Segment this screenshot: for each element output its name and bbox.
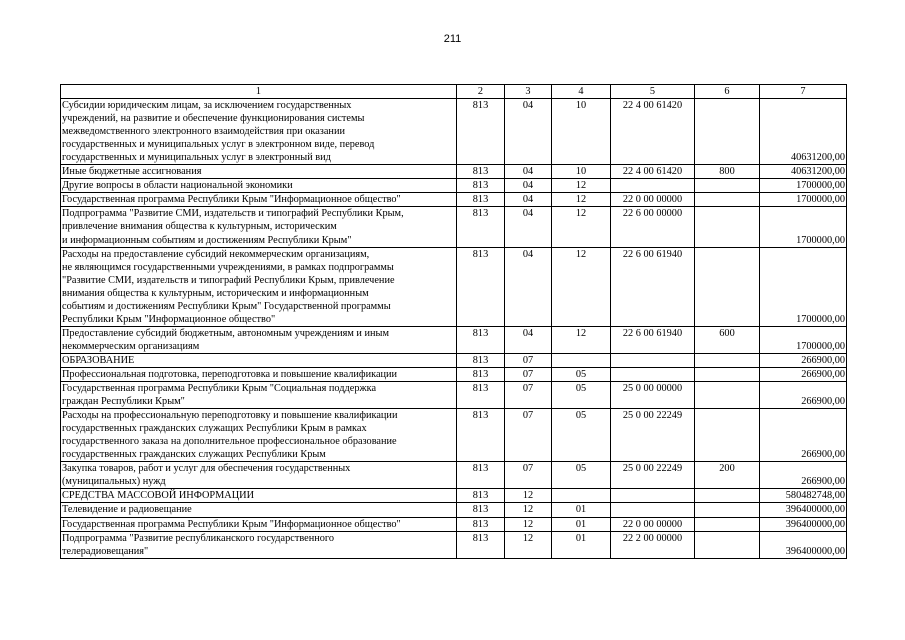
- cell-name: Государственная программа Республики Крым "Информационное общество": [61, 517, 457, 531]
- cell-subsection: 12: [552, 247, 611, 326]
- cell-section: 04: [505, 326, 552, 353]
- cell-target-article: 22 2 00 00000: [611, 531, 695, 558]
- table-row: [61, 531, 847, 558]
- cell-subsection: 01: [552, 517, 611, 531]
- table-row: [61, 489, 847, 503]
- header-col-1: 1: [61, 85, 457, 99]
- cell-amount: 266900,00: [760, 382, 847, 409]
- cell-amount: 396400000,00: [760, 517, 847, 531]
- table-row: [61, 207, 847, 247]
- cell-name: Подпрограмма "Развитие СМИ, издательств и типографий Республики Крым, привлечение внимания общества к культурным, историческим и информационным событиям и достижениям Республики Крым": [61, 207, 457, 247]
- cell-target-article: 22 4 00 61420: [611, 99, 695, 165]
- cell-code: 813: [457, 193, 505, 207]
- header-col-7: 7: [760, 85, 847, 99]
- cell-target-article: [611, 367, 695, 381]
- cell-code: 813: [457, 489, 505, 503]
- cell-code: 813: [457, 409, 505, 462]
- cell-code: 813: [457, 326, 505, 353]
- table-row: [61, 517, 847, 531]
- cell-amount: 1700000,00: [760, 179, 847, 193]
- cell-expense-type: [695, 193, 760, 207]
- cell-code: 813: [457, 382, 505, 409]
- header-col-6: 6: [695, 85, 760, 99]
- cell-subsection: 05: [552, 367, 611, 381]
- cell-target-article: [611, 489, 695, 503]
- table-row: [61, 247, 847, 326]
- cell-name: Профессиональная подготовка, переподготовка и повышение квалификации: [61, 367, 457, 381]
- cell-section: 07: [505, 382, 552, 409]
- cell-section: 04: [505, 99, 552, 165]
- cell-section: 04: [505, 179, 552, 193]
- table-row: [61, 367, 847, 381]
- cell-expense-type: [695, 382, 760, 409]
- cell-section: 04: [505, 247, 552, 326]
- cell-subsection: 10: [552, 99, 611, 165]
- table-row: [61, 165, 847, 179]
- cell-name: Иные бюджетные ассигнования: [61, 165, 457, 179]
- table-row: [61, 382, 847, 409]
- cell-name: Другие вопросы в области национальной экономики: [61, 179, 457, 193]
- header-col-5: 5: [611, 85, 695, 99]
- cell-amount: 580482748,00: [760, 489, 847, 503]
- table-row: [61, 353, 847, 367]
- table-body: [61, 99, 847, 559]
- cell-code: 813: [457, 353, 505, 367]
- cell-section: 12: [505, 531, 552, 558]
- cell-name: ОБРАЗОВАНИЕ: [61, 353, 457, 367]
- cell-section: 07: [505, 462, 552, 489]
- cell-section: 04: [505, 207, 552, 247]
- cell-target-article: 22 6 00 61940: [611, 326, 695, 353]
- cell-expense-type: [695, 99, 760, 165]
- page-number: 211: [443, 33, 462, 45]
- cell-subsection: 05: [552, 409, 611, 462]
- cell-expense-type: [695, 409, 760, 462]
- cell-amount: 266900,00: [760, 353, 847, 367]
- cell-name: Предоставление субсидий бюджетным, автономным учреждениям и иным некоммерческим организациям: [61, 326, 457, 353]
- table-header: [61, 85, 847, 99]
- cell-subsection: 12: [552, 207, 611, 247]
- cell-subsection: [552, 489, 611, 503]
- header-row: [61, 85, 847, 99]
- table-row: [61, 193, 847, 207]
- table-row: [61, 179, 847, 193]
- cell-expense-type: [695, 179, 760, 193]
- cell-code: 813: [457, 247, 505, 326]
- cell-amount: 396400000,00: [760, 531, 847, 558]
- cell-expense-type: [695, 367, 760, 381]
- cell-target-article: 22 0 00 00000: [611, 193, 695, 207]
- header-col-4: 4: [552, 85, 611, 99]
- cell-subsection: [552, 353, 611, 367]
- cell-name: Расходы на предоставление субсидий некоммерческим организациям, не являющимся государственными учреждениями, в рамках подпрограммы "Развитие СМИ, издательств и типографий Республики Крым, привлечение внимания общества к культурным, историческим и информационным событиям и достижениям Республики Крым" Государственной программы Республики Крым "Информационное общество": [61, 247, 457, 326]
- cell-subsection: 12: [552, 179, 611, 193]
- cell-target-article: 25 0 00 22249: [611, 462, 695, 489]
- cell-target-article: 25 0 00 00000: [611, 382, 695, 409]
- cell-code: 813: [457, 367, 505, 381]
- cell-target-article: 22 0 00 00000: [611, 517, 695, 531]
- cell-amount: 266900,00: [760, 462, 847, 489]
- cell-expense-type: [695, 503, 760, 517]
- table-row: [61, 462, 847, 489]
- cell-subsection: 01: [552, 531, 611, 558]
- cell-name: Закупка товаров, работ и услуг для обеспечения государственных (муниципальных) нужд: [61, 462, 457, 489]
- cell-expense-type: [695, 531, 760, 558]
- cell-name: Государственная программа Республики Крым "Информационное общество": [61, 193, 457, 207]
- cell-name: Субсидии юридическим лицам, за исключением государственных учреждений, на развитие и обеспечение функционирования системы межведомственного электронного взаимодействия при оказании государственных и муниципальных услуг в электронном виде, перевод государственных и муниципальных услуг в электронный вид: [61, 99, 457, 165]
- cell-subsection: 05: [552, 462, 611, 489]
- cell-amount: 40631200,00: [760, 99, 847, 165]
- cell-code: 813: [457, 531, 505, 558]
- cell-subsection: 12: [552, 193, 611, 207]
- cell-target-article: 22 4 00 61420: [611, 165, 695, 179]
- cell-target-article: [611, 353, 695, 367]
- cell-section: 07: [505, 367, 552, 381]
- table-row: [61, 326, 847, 353]
- cell-section: 12: [505, 503, 552, 517]
- cell-expense-type: [695, 353, 760, 367]
- cell-target-article: [611, 503, 695, 517]
- cell-target-article: [611, 179, 695, 193]
- cell-section: 07: [505, 353, 552, 367]
- cell-subsection: 10: [552, 165, 611, 179]
- table-row: [61, 99, 847, 165]
- cell-name: Государственная программа Республики Крым "Социальная поддержка граждан Республики Крым": [61, 382, 457, 409]
- cell-code: 813: [457, 207, 505, 247]
- cell-section: 12: [505, 489, 552, 503]
- cell-code: 813: [457, 179, 505, 193]
- cell-expense-type: [695, 247, 760, 326]
- cell-amount: 40631200,00: [760, 165, 847, 179]
- header-col-3: 3: [505, 85, 552, 99]
- cell-amount: 396400000,00: [760, 503, 847, 517]
- cell-code: 813: [457, 462, 505, 489]
- cell-section: 04: [505, 165, 552, 179]
- cell-subsection: 05: [552, 382, 611, 409]
- cell-expense-type: [695, 517, 760, 531]
- cell-amount: 1700000,00: [760, 207, 847, 247]
- cell-target-article: 22 6 00 00000: [611, 207, 695, 247]
- cell-amount: 1700000,00: [760, 326, 847, 353]
- cell-subsection: 01: [552, 503, 611, 517]
- cell-amount: 266900,00: [760, 367, 847, 381]
- header-col-2: 2: [457, 85, 505, 99]
- cell-name: Телевидение и радиовещание: [61, 503, 457, 517]
- cell-code: 813: [457, 503, 505, 517]
- table-row: [61, 409, 847, 462]
- cell-amount: 1700000,00: [760, 247, 847, 326]
- cell-amount: 1700000,00: [760, 193, 847, 207]
- cell-code: 813: [457, 517, 505, 531]
- cell-subsection: 12: [552, 326, 611, 353]
- cell-section: 07: [505, 409, 552, 462]
- cell-section: 12: [505, 517, 552, 531]
- cell-name: Подпрограмма "Развитие республиканского государственного телерадиовещания": [61, 531, 457, 558]
- cell-name: Расходы на профессиональную переподготовку и повышение квалификации государственных гражданских служащих Республики Крым в рамках государственного заказа на дополнительное профессиональное образование государственных гражданских служащих Республики Крым: [61, 409, 457, 462]
- cell-expense-type: [695, 489, 760, 503]
- budget-table: [60, 84, 847, 559]
- table-row: [61, 503, 847, 517]
- cell-expense-type: 600: [695, 326, 760, 353]
- cell-target-article: 22 6 00 61940: [611, 247, 695, 326]
- cell-expense-type: 800: [695, 165, 760, 179]
- cell-expense-type: [695, 207, 760, 247]
- cell-amount: 266900,00: [760, 409, 847, 462]
- cell-target-article: 25 0 00 22249: [611, 409, 695, 462]
- cell-code: 813: [457, 165, 505, 179]
- cell-name: СРЕДСТВА МАССОВОЙ ИНФОРМАЦИИ: [61, 489, 457, 503]
- cell-code: 813: [457, 99, 505, 165]
- cell-expense-type: 200: [695, 462, 760, 489]
- cell-section: 04: [505, 193, 552, 207]
